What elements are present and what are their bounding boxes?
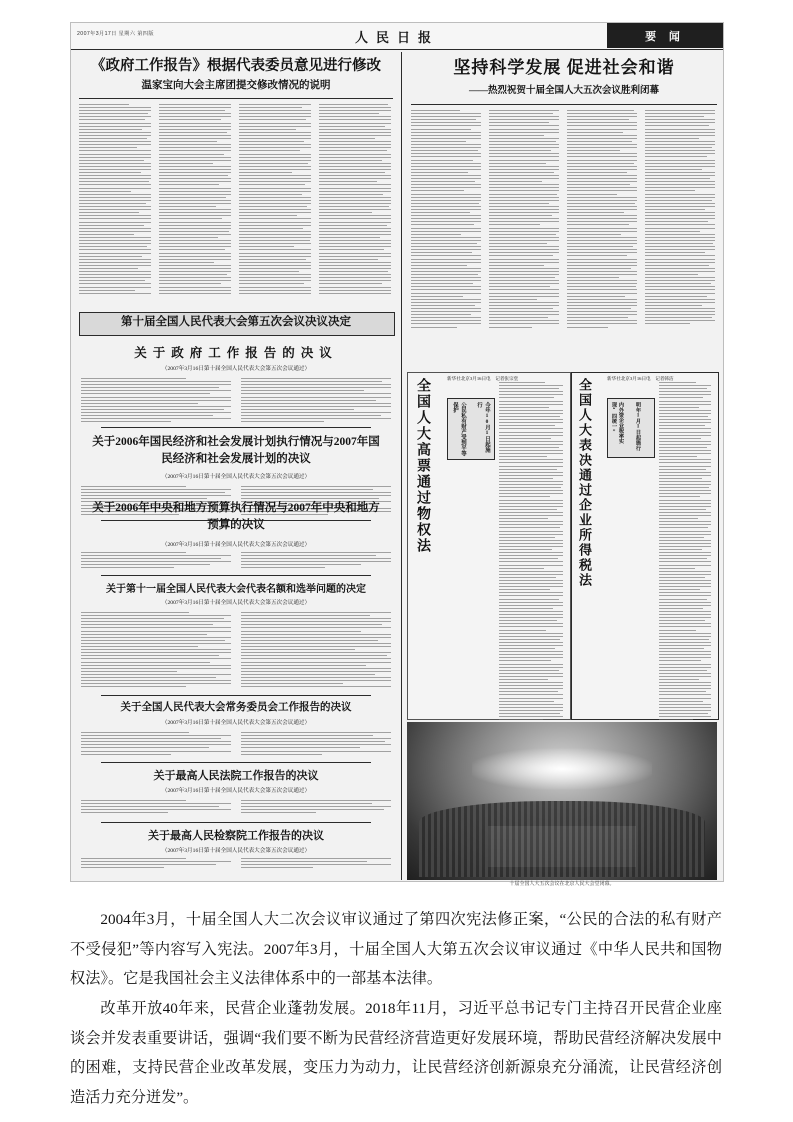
resolution-body-1b [241,378,391,424]
resolution-title-1: 关于政府工作报告的决议 [134,346,338,360]
side-note-right-label-2: 明年1月1日起施行 [635,402,641,451]
newspaper-section-label: 要 闻 [607,23,723,48]
resolution-body-5b [241,732,391,757]
column-divider [401,52,402,880]
right-box-kicker: 新华社北京3月16日电 记者韩洁 [607,376,674,381]
newspaper-date: 2007年3月17日 星期六 第四版 [77,31,154,37]
left-rule-4 [101,575,371,576]
left-headline-sub: 温家宝向大会主席团提交修改情况的说明 [141,80,331,91]
great-hall-photo [407,722,717,880]
side-note-right-label: 内外资企业税率实现“四统一” [611,402,624,444]
resolution-title-3: 关于2006年中央和地方预算执行情况与2007年中央和地方预算的决议 [92,502,380,532]
resolution-body-7b [241,858,391,870]
right-bodytext-col-1 [411,110,481,330]
resolution-title-4: 关于第十一届全国人民代表大会代表名额和选举问题的决定 [106,584,366,595]
left-headline-main: 《政府工作报告》根据代表委员意见进行修改 [91,58,381,74]
left-bodytext-col-4 [319,104,391,296]
red-box-body-1 [499,382,563,722]
left-bodytext-col-1 [79,104,151,296]
left-bodytext-col-3 [239,104,311,296]
side-note-left-label-2: 今年10月1日起施行 [476,402,490,453]
right-bodytext-col-2 [489,110,559,330]
newspaper-scan [70,22,724,887]
resolution-note-6: （2007年3月16日第十届全国人民代表大会第五次会议通过） [161,788,311,794]
newspaper-body [71,50,723,887]
resolution-title-5: 关于全国人民代表大会常务委员会工作报告的决议 [120,702,352,713]
vertical-headline-left: 全国人大高票通过物权法 [415,378,430,554]
resolution-note-2: （2007年3月16日第十届全国人民代表大会第五次会议通过） [161,474,311,480]
photo-seating [419,801,704,877]
resolution-body-7a [81,858,231,870]
resolution-title-7: 关于最高人民检察院工作报告的决议 [148,830,324,842]
photo-ceiling-light [472,749,652,790]
tax-law-body [659,382,711,722]
resolution-body-1a [81,378,231,424]
resolution-body-3a [81,552,231,571]
left-bodytext-col-2 [159,104,231,296]
vertical-headline-right: 全国人大表决通过企业所得税法 [577,378,592,588]
resolution-body-6b [241,800,391,815]
resolution-note-5: （2007年3月16日第十届全国人民代表大会第五次会议通过） [161,720,311,726]
newspaper-masthead [71,23,723,50]
right-headline-sub: ——热烈祝贺十届全国人大五次会议胜利闭幕 [468,86,659,96]
resolution-body-3b [241,552,391,571]
resolution-note-7: （2007年3月16日第十届全国人民代表大会第五次会议通过） [161,848,311,854]
resolution-body-4b [241,612,391,689]
caption-paragraph-2: 改革开放40年来，民营企业蓬勃发展。2018年11月，习近平总书记专门主持召开民营企业座谈会并发表重要讲话，强调“我们要不断为民营经济营造更好发展环境，帮助民营经济解决发展中的困难，支持民营企业改革发展，变压力为动力，让民营经济创新源泉充分涌流，让民营经济创造活力充分迸发”。 [70,999,722,1106]
resolution-note-4: （2007年3月16日第十届全国人民代表大会第五次会议通过） [161,600,311,606]
left-rule-2 [101,427,371,428]
resolution-note-3: （2007年3月16日第十届全国人民代表大会第五次会议通过） [161,542,311,548]
resolution-body-5a [81,732,231,757]
right-headline-main: 坚持科学发展 促进社会和谐 [453,58,675,77]
resolution-body-6a [81,800,231,815]
right-bodytext-col-4 [645,110,715,327]
photo-caption: 十届全国人大五次会议在北京人民大会堂闭幕。 [509,882,615,887]
resolutions-banner: 第十届全国人民代表大会第五次会议决议决定 [121,316,351,328]
newspaper-title: 人民日报 [354,30,440,45]
red-box-kicker: 新华社北京3月16日电 记者张宗堂 [447,376,519,381]
left-rule-7 [101,822,371,823]
caption-paragraph-1: 2004年3月，十届全国人大二次会议审议通过了第四次宪法修正案，“公民的合法的私有财产不受侵犯”等内容写入宪法。2007年3月，十届全国人大第五次会议审议通过《中华人民共和国物权法》。它是我国社会主义法律体系中的一部基本法律。 [70,911,722,988]
caption-block [70,905,722,1112]
right-rule-1 [411,104,717,105]
left-rule-1 [79,98,393,99]
resolution-title-2: 关于2006年国民经济和社会发展计划执行情况与2007年国民经济和社会发展计划的决议 [92,436,380,466]
left-rule-6 [101,762,371,763]
resolution-title-6: 关于最高人民法院工作报告的决议 [153,770,319,782]
right-bodytext-col-3 [567,110,637,330]
resolution-note-1: （2007年3月16日第十届全国人民代表大会第五次会议通过） [161,366,311,372]
left-rule-5 [101,695,371,696]
resolution-body-4a [81,612,231,689]
side-note-left-label: 公民私有财产受到平等保护 [452,402,466,456]
